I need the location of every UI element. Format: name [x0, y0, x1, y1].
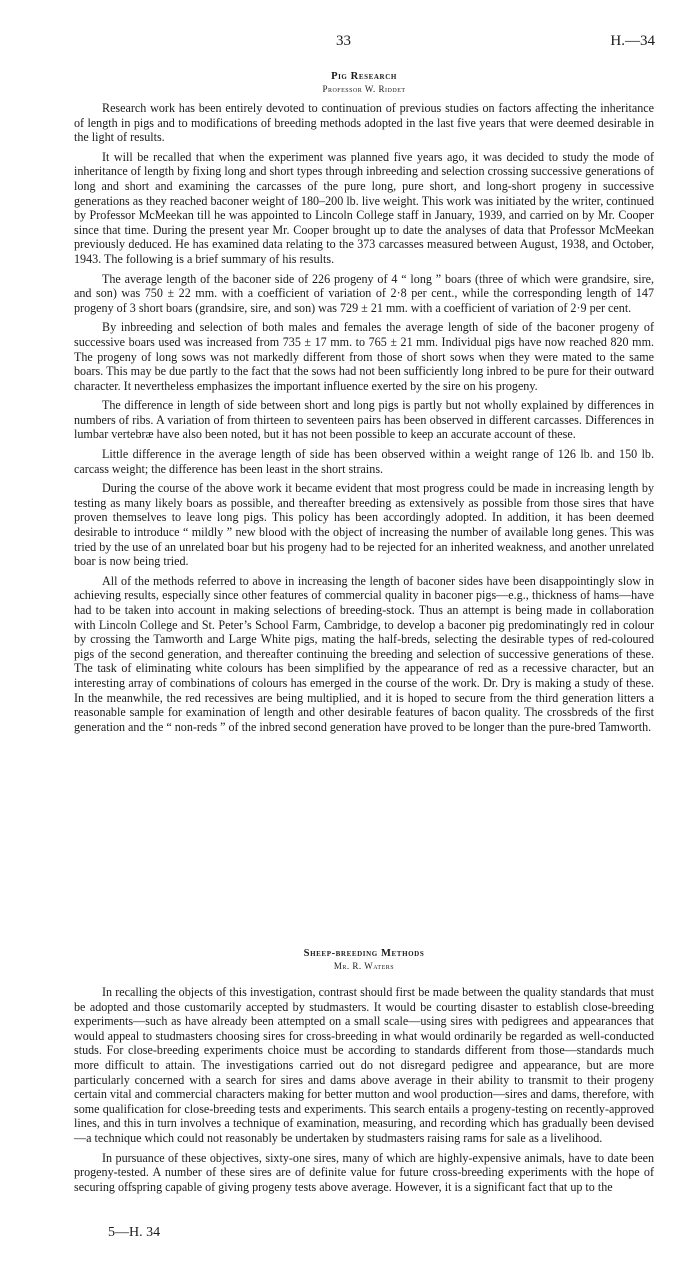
footer-signature: 5—H. 34 [108, 1225, 161, 1240]
paragraph: Little difference in the average length of side has been observed within a weight range of 126 lb. and 150 lb. carcass weight; the difference has been least in the short strains. [74, 447, 654, 476]
section-sheep-breeding-body [74, 985, 654, 1194]
section-author: Mr. R. Waters [333, 961, 395, 971]
section-title: Pig Research [331, 71, 397, 82]
section-pig-research-header [74, 71, 654, 94]
section-pig-research-body [74, 101, 654, 734]
paragraph: By inbreeding and selection of both males and females the average length of side of the baconer progeny of successive boars used was increased from 735 ± 17 mm. to 765 ± 21 mm. Individual pigs have now reached 820 mm. The progeny of long sows was not markedly different from those of short sows when they were mated to the same boars. This may be due partly to the fact that the sows had not been sufficiently long inbred to be pure for their outward character. It nevertheless emphasizes the important influence exerted by the sire on his progeny. [74, 320, 654, 393]
paragraph: In recalling the objects of this investigation, contrast should first be made between the quality standards that must be adopted and those customarily accepted by studmasters. It would be courting disaster to establish close-breeding experiments—such as have already been attempted on a small scale—using sires with pedigrees and appearances that would appeal to studmasters choosing sires for cross-breeding in what would ordinarily be regarded as well-conducted studs. For close-breeding experiments choice must be according to standards different from those—standards much more difficult to attain. The investigations carried out do not disregard pedigree and appearance, but are more particularly concerned with a search for sires and dams above average in their ability to transmit to their progeny certain vital and commercial characters making for better mutton and wool production—sires and dams, therefore, with some qualification for close-breeding tests and experiments. This search entails a progeny-testing on recently-approved lines, and this in turn involves a technique of examination, measuring, and recording which has gradually been devised—a technique which could not reasonably be undertaken by studmasters raising rams for sale as a livelihood. [74, 985, 654, 1145]
paragraph: The average length of the baconer side of 226 progeny of 4 “ long ” boars (three of which were grandsire, sire, and son) was 750 ± 22 mm. with a coefficient of variation of 2·8 per cent., while the corresponding length of 147 progeny of 3 short boars (grandsire, sire, and son) was 729 ± 21 mm. with a coefficient of variation of 2·9 per cent. [74, 271, 654, 315]
paragraph: Research work has been entirely devoted to continuation of previous studies on factors affecting the inheritance of length in pigs and to modifications of breeding methods adopted in the last five years that were deemed desirable in the light of results. [74, 101, 654, 145]
section-title: Sheep-breeding Methods [303, 948, 425, 959]
paragraph: The difference in length of side between short and long pigs is partly but not wholly explained by differences in numbers of ribs. A variation of from thirteen to seventeen pairs has been observed in different carcasses. Differences in lumbar vertebræ have also been noted, but it has not been possible to keep an accurate account of these. [74, 398, 654, 442]
paragraph: All of the methods referred to above in increasing the length of baconer sides have been disappointingly slow in achieving results, especially since other features of commercial quality in baconer pigs—e.g., thickness of hams—have had to be taken into account in making selections of breeding-stock. Thus an attempt is being made in collaboration with Lincoln College and St. Peter’s School Farm, Cambridge, to develop a baconer pig predominatingly red in colour by crossing the Tamworth and Large White pigs, mating the half-breds, selecting the desirable types of red-coloured pigs of the second generation, and thereafter continuing the breeding and selection of successive generations of these. The task of eliminating white colours has been simplified by the appearance of red as a recessive character, but an interesting array of combinations of colours has emerged in the course of the work. Dr. Dry is making a study of these. In the meanwhile, the red recessives are being multiplied, and it is hoped to secure from the third generation litters a reasonable sample for examination of length and other desirable features of bacon quality. The crossbreds of the first generation and the “ non-reds ” of the inbred second generation have proved to be longer than the pure-bred Tamworth. [74, 573, 654, 734]
section-author: Professor W. Riddet [322, 84, 406, 94]
document-reference: H.—34 [610, 33, 655, 49]
section-sheep-breeding-header [74, 948, 654, 971]
page-number: 33 [336, 33, 351, 49]
paragraph: In pursuance of these objectives, sixty-one sires, many of which are highly-expensive animals, have to date been progeny-tested. A number of these sires are of definite value for future cross-breeding experiments with the hope of securing offspring capable of giving progeny tests above average. However, it is a significant fact that up to the [74, 1150, 654, 1194]
paragraph: It will be recalled that when the experiment was planned five years ago, it was decided to study the mode of inheritance of length by fixing long and short types through inbreeding and selection crossing successive generations of long and short and examining the carcasses of the pure long, pure short, and long-short progeny in successive generations as they reached baconer weight of 180–200 lb. live weight. This work was initiated by the writer, continued by Professor McMeekan till he was appointed to Lincoln College staff in January, 1939, and carried on by Mr. Cooper since that time. During the present year Mr. Cooper brought up to date the analyses of data that Professor McMeekan previously deduced. He has examined data relating to the 373 carcasses measured between August, 1938, and October, 1943. The following is a brief summary of his results. [74, 149, 654, 266]
paragraph: During the course of the above work it became evident that most progress could be made in increasing length by testing as many likely boars as possible, and thereafter breeding as extensively as possible from those sires that have proven themselves to leave long pigs. This policy has been accordingly adopted. In addition, it has been deemed desirable to introduce “ mildly ” new blood with the object of increasing the number of available long genes. This was tried by the use of an unrelated boar but his progeny had to be rejected for an inherited weakness, and another unrelated boar is now being tried. [74, 481, 654, 569]
